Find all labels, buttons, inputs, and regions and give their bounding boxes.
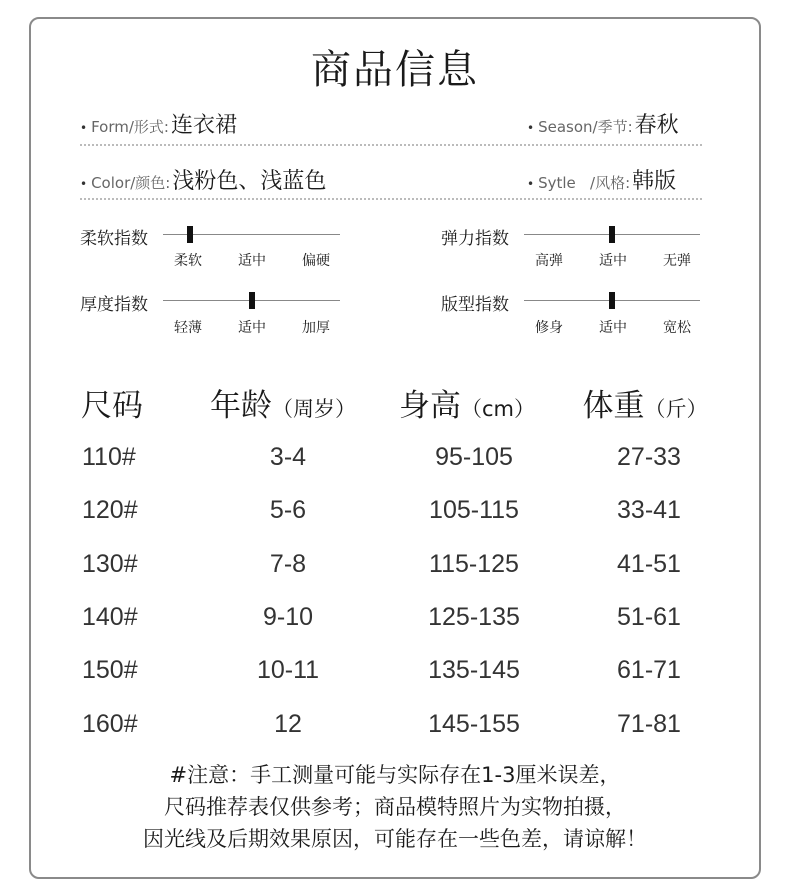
bullet-icon: • xyxy=(80,177,88,191)
tick-label: 宽松 xyxy=(663,320,691,336)
tick-label: 适中 xyxy=(238,320,266,336)
page-title: 商品信息 xyxy=(311,47,479,93)
cell-size: 140# xyxy=(82,603,138,631)
bullet-icon: • xyxy=(527,177,535,191)
attr-form: • Form/形式:连衣裙 xyxy=(80,113,237,138)
softness-index-label: 柔软指数 xyxy=(80,229,148,249)
cell-age: 10-11 xyxy=(256,656,320,684)
cell-height: 95-105 xyxy=(435,443,513,471)
cell-weight: 71-81 xyxy=(617,710,681,738)
fit-index-label: 版型指数 xyxy=(441,295,509,315)
elasticity-index-indicator xyxy=(609,226,615,243)
header-weight: 体重（斤） xyxy=(582,388,708,424)
attr-season: • Season/季节:春秋 xyxy=(527,113,679,138)
cell-height: 105-115 xyxy=(429,496,519,524)
tick-label: 无弹 xyxy=(663,253,691,269)
note-line: 尺码推荐表仅供参考；商品模特照片为实物拍摄， xyxy=(164,795,626,819)
softness-index-indicator xyxy=(187,226,193,243)
cell-height: 115-125 xyxy=(429,550,519,578)
tick-label: 适中 xyxy=(238,253,266,269)
cell-age: 5-6 xyxy=(269,496,307,524)
cell-weight: 61-71 xyxy=(617,656,681,684)
divider xyxy=(80,144,702,146)
cell-height: 125-135 xyxy=(428,603,520,631)
cell-weight: 51-61 xyxy=(617,603,681,631)
bullet-icon: • xyxy=(80,121,88,135)
attr-color: • Color/颜色:浅粉色、浅蓝色 xyxy=(80,169,327,194)
cell-height: 135-145 xyxy=(428,656,520,684)
tick-label: 修身 xyxy=(535,320,563,336)
cell-size: 160# xyxy=(82,710,138,738)
divider xyxy=(80,198,702,200)
cell-size: 150# xyxy=(82,656,138,684)
tick-label: 适中 xyxy=(599,253,627,269)
header-size: 尺码 xyxy=(81,388,143,424)
fit-index-indicator xyxy=(609,292,615,309)
cell-age: 7-8 xyxy=(269,550,307,578)
cell-weight: 33-41 xyxy=(617,496,681,524)
cell-size: 110# xyxy=(82,443,136,471)
note-line: 因光线及后期效果原因，可能存在一些色差，请谅解！ xyxy=(143,827,647,851)
tick-label: 偏硬 xyxy=(302,253,330,269)
header-height: 身高（cm） xyxy=(398,388,536,424)
tick-label: 适中 xyxy=(599,320,627,336)
cell-height: 145-155 xyxy=(428,710,520,738)
header-age: 年龄（周岁） xyxy=(210,388,356,424)
cell-age: 12 xyxy=(274,710,302,738)
cell-size: 130# xyxy=(82,550,138,578)
attr-style: • Sytle /风格:韩版 xyxy=(527,169,677,194)
bullet-icon: • xyxy=(527,121,535,135)
elasticity-index-label: 弹力指数 xyxy=(441,229,509,249)
thickness-index-label: 厚度指数 xyxy=(80,295,148,315)
cell-age: 9-10 xyxy=(262,603,314,631)
cell-weight: 27-33 xyxy=(617,443,681,471)
tick-label: 高弹 xyxy=(535,253,563,269)
note-line: #注意：手工测量可能与实际存在1-3厘米误差， xyxy=(169,763,621,787)
cell-size: 120# xyxy=(82,496,138,524)
tick-label: 柔软 xyxy=(174,253,202,269)
tick-label: 加厚 xyxy=(302,320,330,336)
tick-label: 轻薄 xyxy=(174,320,202,336)
cell-weight: 41-51 xyxy=(617,550,681,578)
cell-age: 3-4 xyxy=(269,443,307,471)
thickness-index-indicator xyxy=(249,292,255,309)
